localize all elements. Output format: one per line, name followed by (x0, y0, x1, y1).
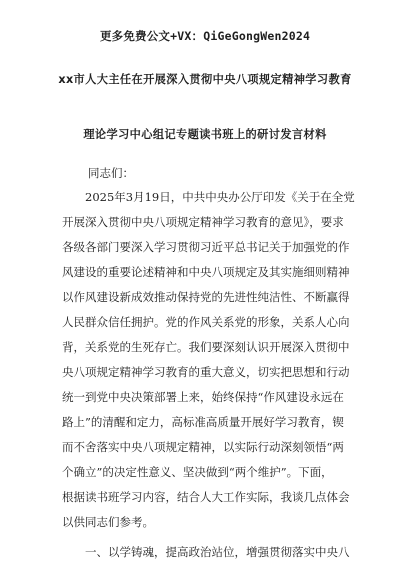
body-line: 路上”的清醒和定力，高标准高质量开展好学习教育，锲 (62, 415, 344, 429)
body-line: 开展深入贯彻中央八项规定精神学习教育的意见》，要求 (62, 215, 344, 229)
body-line: 央八项规定精神学习教育的重大意义，切实把思想和行动 (62, 365, 350, 379)
body-line: 个确立”的决定性意义、坚决做到“两个维护”。下面， (62, 465, 333, 479)
body-line: 2025年3月19日，中共中央办公厅印发《关于在全党 (62, 190, 355, 204)
body-line: 以供同志们参考。 (62, 515, 154, 529)
body-line: 各级各部门要深入学习贯彻习近平总书记关于加强党的作 (62, 240, 350, 254)
document-title-line-2: 理论学习中心组记专题读书班上的研讨发言材料 (83, 128, 327, 141)
body-line: 以作风建设新成效推动保持党的先进性纯洁性、不断赢得 (62, 290, 350, 304)
body-line: 人民群众信任拥护。党的作风关系党的形象，关系人心向 (62, 315, 350, 329)
salutation: 同志们： (88, 166, 134, 180)
body-line: 根据读书班学习内容，结合人大工作实际，我谈几点体会 (62, 490, 350, 504)
document-title-line-1: xx市人大主任在开展深入贯彻中央八项规定精神学习教育 (58, 73, 352, 86)
body-line: 一、以学铸魂，提高政治站位，增强贯彻落实中央八 (62, 545, 350, 559)
body-line: 而不舍落实中央八项规定精神，以实际行动深刻领悟“两 (62, 440, 344, 454)
body-line: 背，关系党的生死存亡。我们要深刻认识开展深入贯彻中 (62, 340, 350, 354)
body-line: 风建设的重要论述精神和中央八项规定及其实施细则精神 (62, 265, 350, 279)
body-line: 统一到党中央决策部署上来，始终保持“作风建设永远在 (62, 390, 344, 404)
header-banner: 更多免费公文+VX：QiGeGongWen2024 (99, 29, 311, 43)
